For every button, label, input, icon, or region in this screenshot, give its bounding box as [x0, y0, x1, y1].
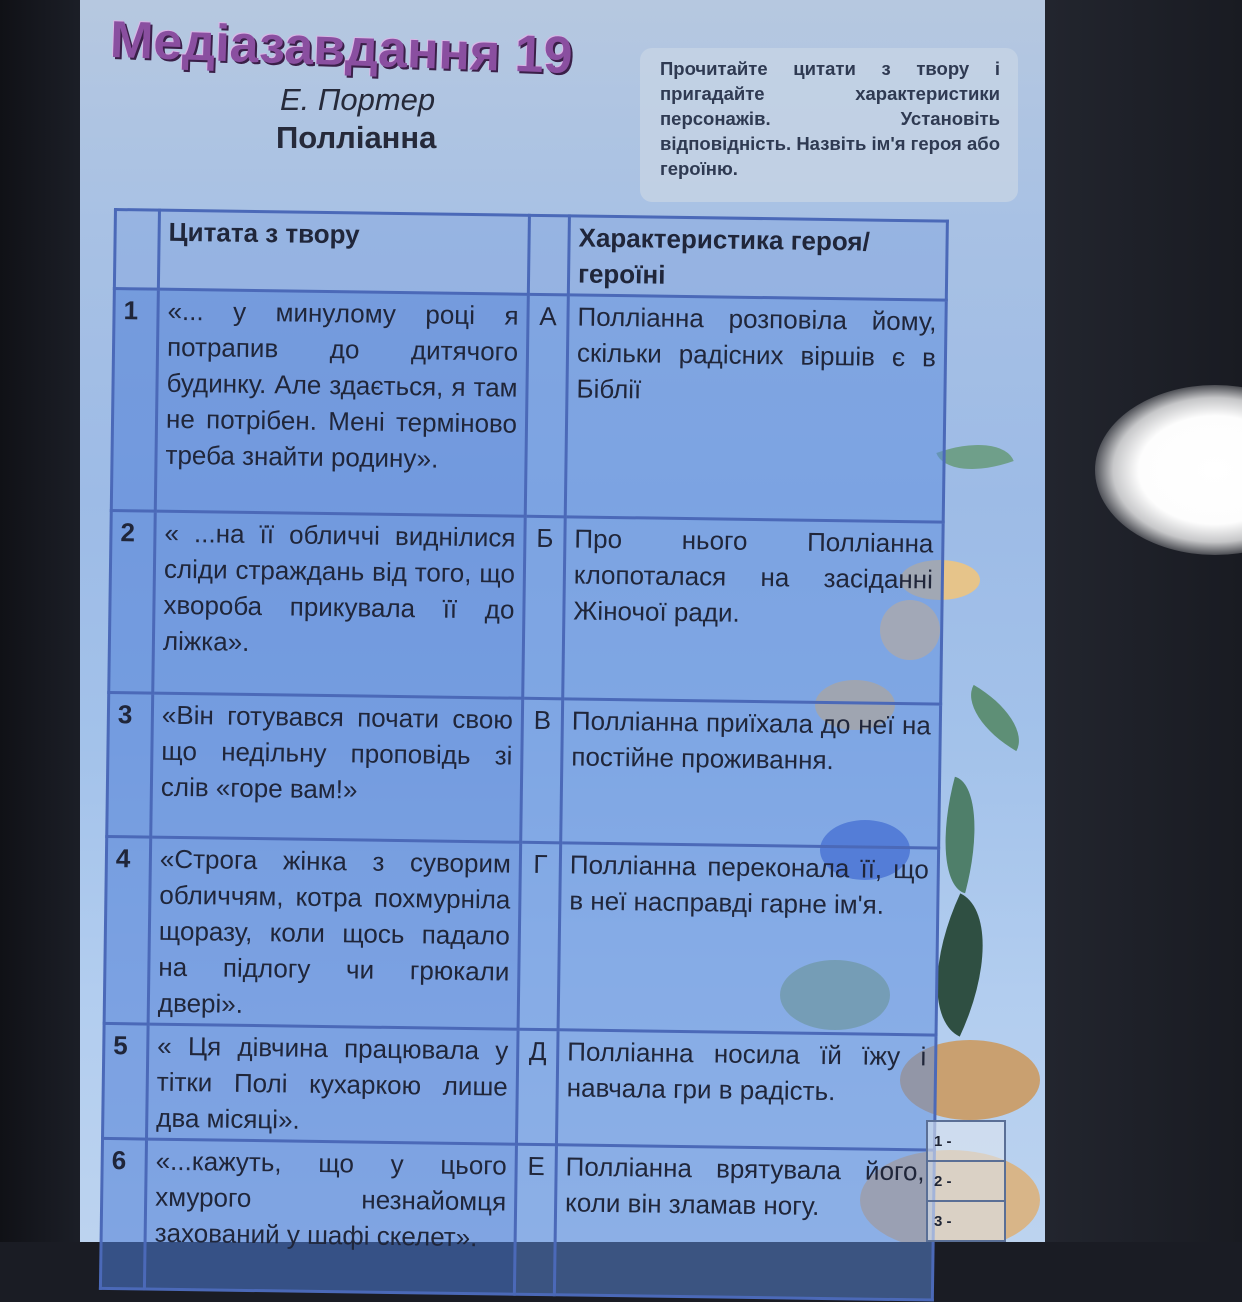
flower-leaf-decoration — [956, 685, 1035, 751]
table-row — [103, 1023, 937, 1150]
quote-cell: «... у минулому році я потрапив до дитячого будинку. Але здається, я там не потрібен. Мені терміново треба знайти родину». — [155, 289, 528, 516]
table-row — [109, 510, 943, 704]
row-number: 6 — [100, 1138, 146, 1289]
row-letter: Г — [518, 842, 561, 1030]
answer-cell[interactable]: 3 - — [927, 1201, 1005, 1241]
row-number: 2 — [109, 510, 156, 693]
row-letter: Д — [516, 1029, 558, 1145]
quote-cell: «...кажуть, що у цього хмурого незнайомця захований у шафі скелет». — [144, 1139, 516, 1294]
table-row — [104, 836, 939, 1035]
characteristic-cell: Полліанна приїхала до неї на постійне проживання. — [561, 699, 941, 848]
characteristic-cell: Полліанна носила їй їжу і навчала гри в радість. — [556, 1030, 936, 1150]
characteristic-cell: Полліанна розповіла йому, скільки радісних віршів є в Біблії — [565, 295, 946, 522]
table-row — [107, 692, 941, 848]
table-row — [100, 1138, 934, 1300]
row-number: 5 — [103, 1023, 149, 1139]
quote-cell: « Ця дівчина працювала у тітки Полі кухаркою лише два місяці». — [147, 1024, 519, 1144]
answer-grid — [926, 1120, 1006, 1242]
instruction-box: Прочитайте цитати з твору і пригадайте характеристики персонажів. Установіть відповідність. Назвіть ім'я героя або героїню. — [640, 48, 1018, 202]
work-title: Полліанна — [276, 120, 437, 155]
flower-leaf-decoration — [936, 429, 1013, 485]
monitor-bezel-left — [0, 0, 90, 1242]
quote-cell: «Строга жінка з суворим обличчям, котра похмурніла щоразу, коли щось падало на підлогу чи грюкали двері». — [148, 837, 521, 1029]
answer-cell[interactable]: 2 - — [927, 1161, 1005, 1201]
monitor-bezel-right — [1030, 0, 1242, 1242]
header-letter-cell — [528, 215, 569, 295]
row-letter: Е — [514, 1144, 556, 1295]
author-name: Е. Портер — [280, 82, 436, 117]
characteristic-cell: Полліанна врятувала його, коли він зламав ногу. — [554, 1145, 934, 1300]
table-header-row — [114, 210, 947, 301]
header-num-cell — [114, 210, 159, 290]
answer-cell[interactable]: 1 - — [927, 1121, 1005, 1161]
matching-table — [99, 208, 949, 1302]
page-title: Медіазавдання 19 — [109, 10, 574, 86]
quote-cell: « ...на її обличчі виднілися сліди страждань від того, що хвороба прикувала її до ліжка». — [153, 511, 526, 698]
characteristic-cell: Полліанна переконала її, що в неї насправді гарне ім'я. — [558, 843, 939, 1035]
row-letter: Б — [523, 516, 566, 699]
row-letter: В — [521, 698, 563, 843]
row-number: 1 — [111, 289, 158, 512]
table-row — [111, 289, 946, 523]
header-characteristic: Характеристика героя/героїні — [568, 216, 947, 300]
header-quote: Цитата з твору — [158, 210, 529, 294]
characteristic-cell: Про нього Полліанна клопоталася на засіданні Жіночої ради. — [563, 517, 944, 704]
row-number: 4 — [104, 836, 151, 1024]
row-number: 3 — [107, 692, 153, 837]
quote-cell: «Він готувався почати свою що недільну проповідь зі слів «горе вам!» — [151, 693, 523, 842]
row-letter: А — [525, 294, 568, 517]
